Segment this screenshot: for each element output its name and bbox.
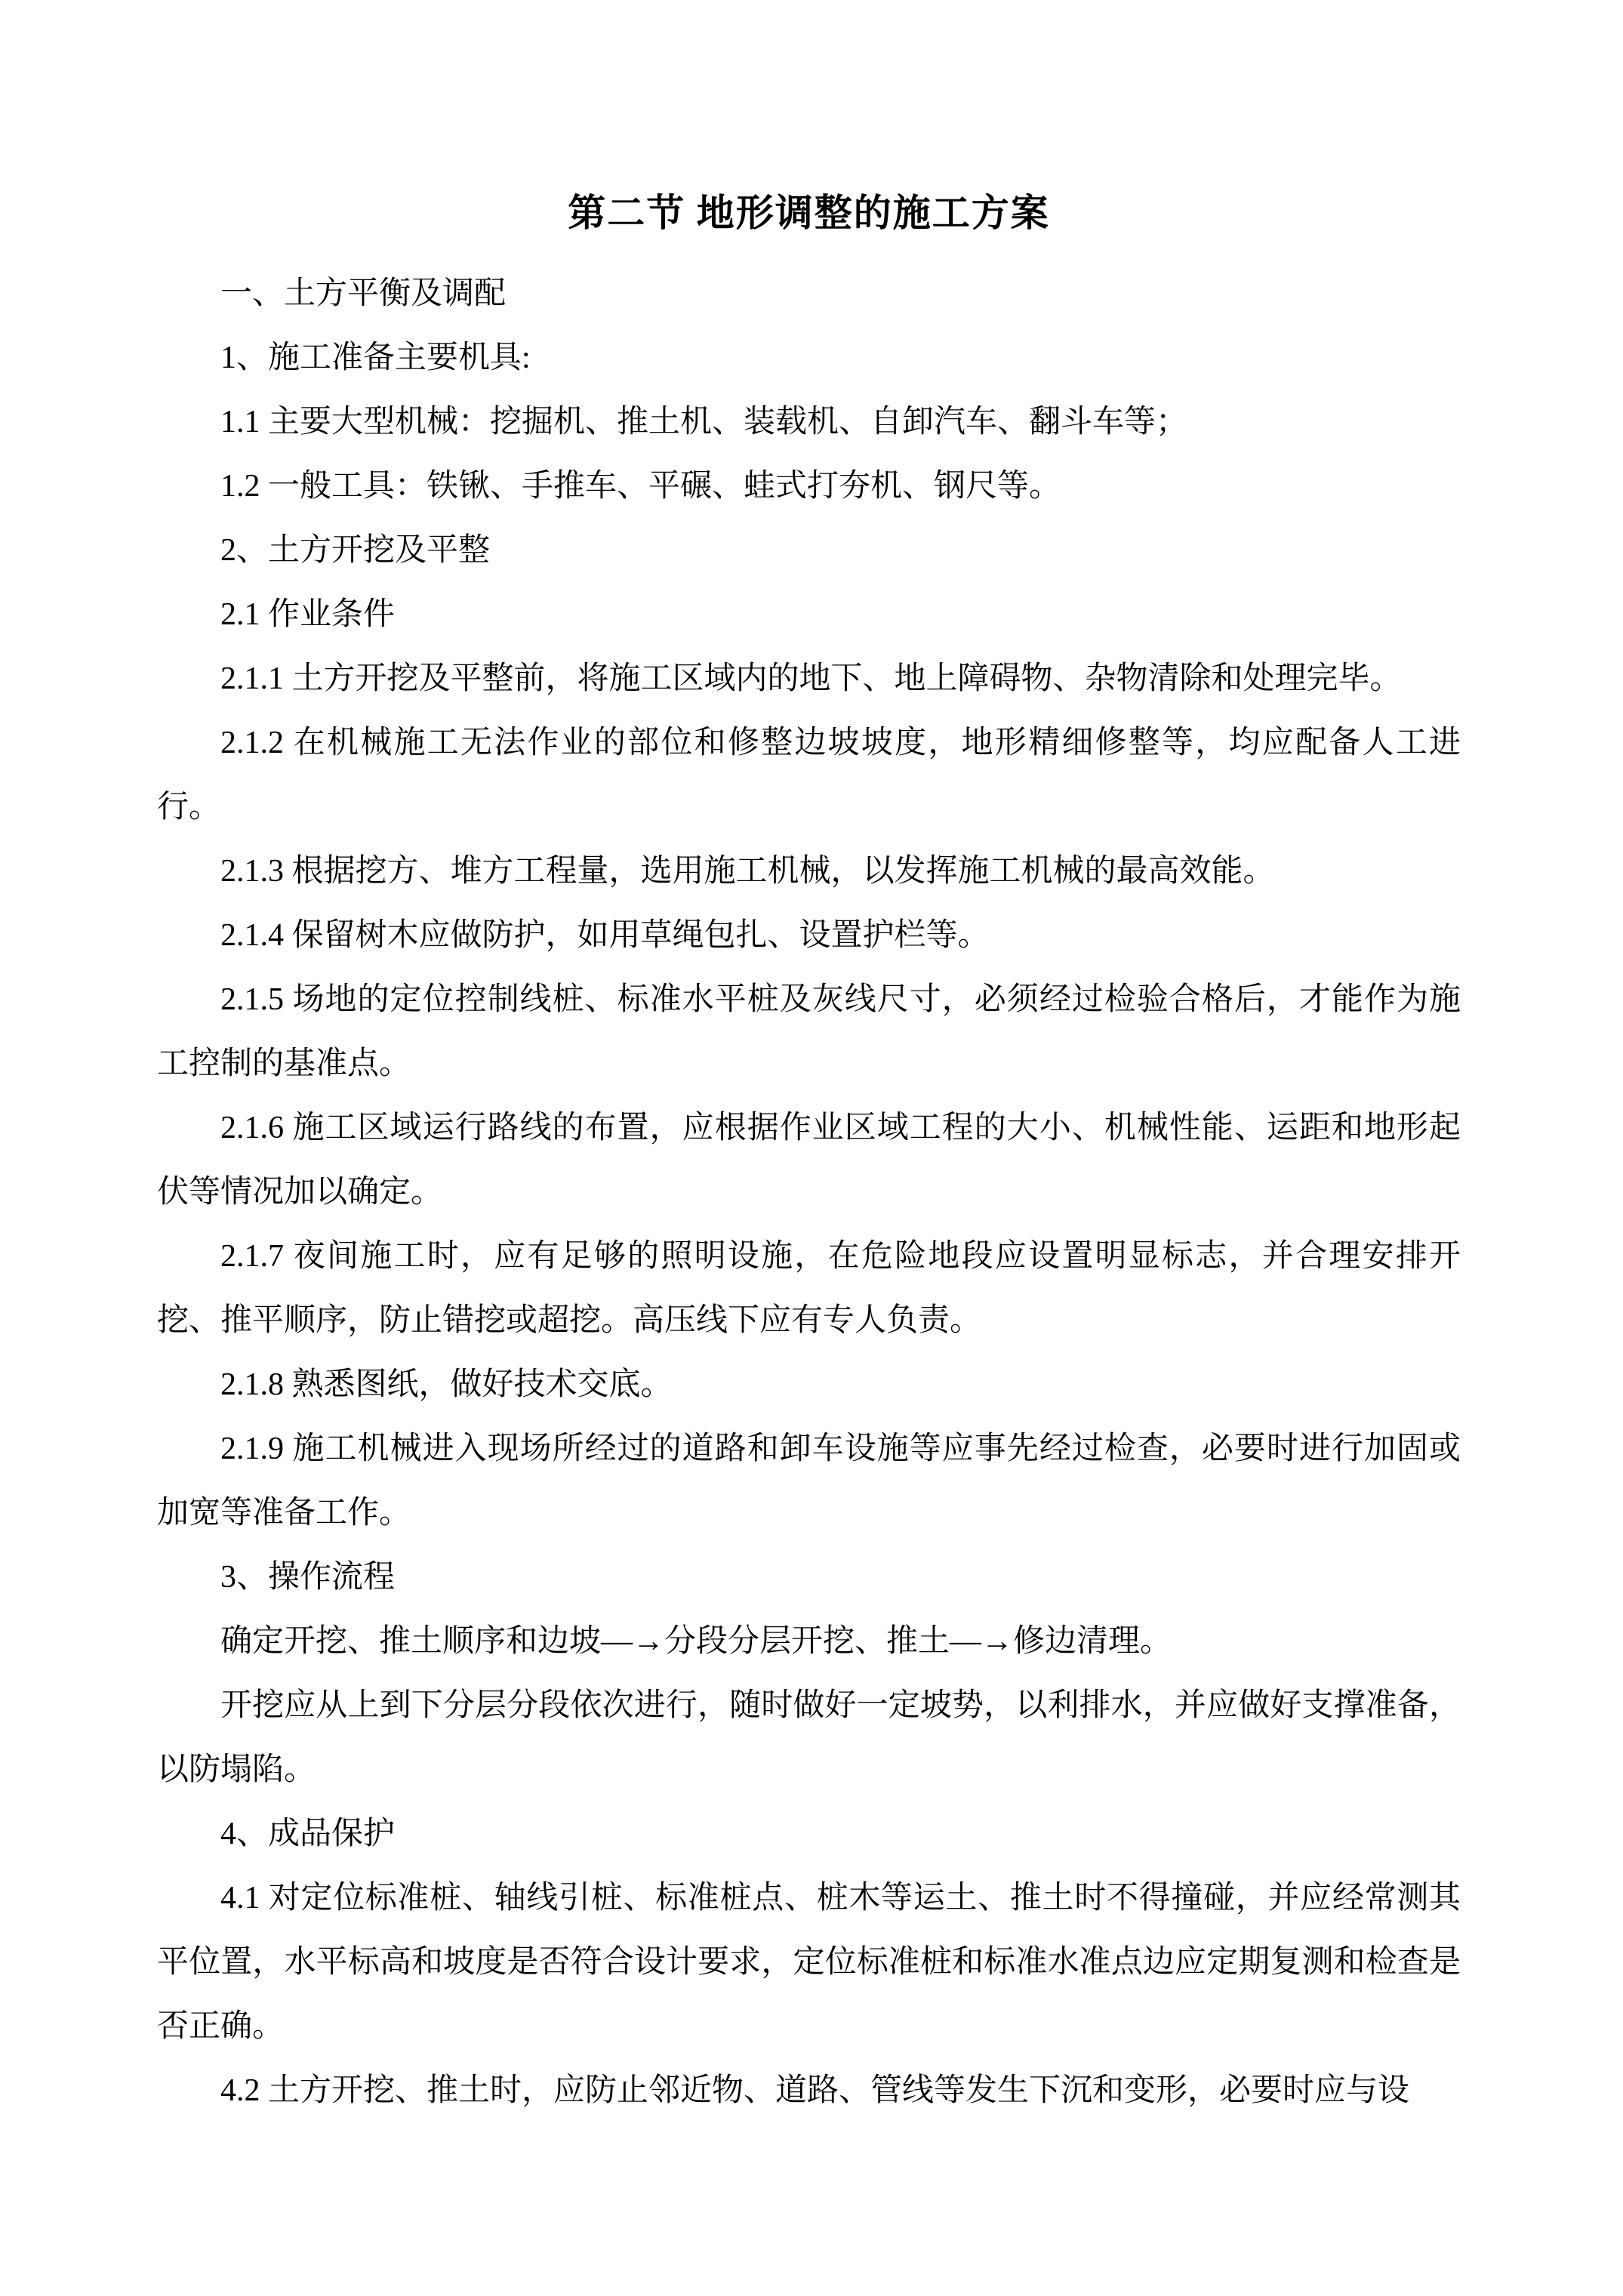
paragraph: 2.1.2 在机械施工无法作业的部位和修整边坡坡度，地形精细修整等，均应配备人工进行。: [157, 726, 1461, 824]
paragraph: 4、成品保护: [220, 1817, 396, 1851]
document-title: 第二节 地形调整的施工方案: [568, 192, 1050, 234]
paragraph: 1.2 一般工具：铁锹、手推车、平碾、蛙式打夯机、钢尺等。: [220, 469, 1061, 504]
paragraph: 2.1.7 夜间施工时，应有足够的照明设施，在危险地段应设置明显标志，并合理安排开挖、推平顺序，防止错挖或超挖。高压线下应有专人负责。: [157, 1239, 1461, 1338]
paragraph: 4.1 对定位标准桩、轴线引桩、标准桩点、桩木等运土、推土时不得撞碰，并应经常测其平位置，水平标高和坡度是否符合设计要求，定位标准桩和标准水准点边应定期复测和检查是否正确。: [157, 1881, 1461, 2044]
paragraph: 2、土方开挖及平整: [220, 533, 491, 568]
paragraph: 2.1.4 保留树木应做防护，如用草绳包扎、设置护栏等。: [220, 918, 990, 953]
paragraph: 4.2 土方开挖、推土时，应防止邻近物、道路、管线等发生下沉和变形，必要时应与设: [220, 2073, 1410, 2108]
paragraph: 2.1.5 场地的定位控制线桩、标准水平桩及灰线尺寸，必须经过检验合格后，才能作为施工控制的基准点。: [157, 982, 1461, 1081]
paragraph: 2.1.1 土方开挖及平整前，将施工区域内的地下、地上障碍物、杂物清除和处理完毕。: [220, 661, 1402, 696]
paragraph: 开挖应从上到下分层分段依次进行，随时做好一定坡势，以利排水，并应做好支撑准备，以防塌陷。: [157, 1688, 1461, 1787]
paragraph: 2.1.3 根据挖方、堆方工程量，选用施工机械，以发挥施工机械的最高效能。: [220, 854, 1275, 889]
paragraph: 确定开挖、推土顺序和边坡—→分段分层开挖、推土—→修边清理。: [220, 1624, 1172, 1659]
paragraph: 1、施工准备主要机具:: [220, 341, 531, 375]
document-body: [157, 262, 1461, 2123]
paragraph: 2.1.8 熟悉图纸，做好技术交底。: [220, 1367, 673, 1402]
paragraph: 2.1 作业条件: [220, 597, 396, 632]
paragraph: 一、土方平衡及调配: [220, 276, 507, 311]
paragraph: 3、操作流程: [220, 1560, 396, 1595]
paragraph: 1.1 主要大型机械：挖掘机、推土机、装载机、自卸汽车、翻斗车等；: [220, 405, 1188, 439]
paragraph: 2.1.9 施工机械进入现场所经过的道路和卸车设施等应事先经过检查，必要时进行加固或加宽等准备工作。: [157, 1432, 1461, 1530]
paragraph: 2.1.6 施工区域运行路线的布置，应根据作业区域工程的大小、机械性能、运距和地形起伏等情况加以确定。: [157, 1111, 1461, 1210]
